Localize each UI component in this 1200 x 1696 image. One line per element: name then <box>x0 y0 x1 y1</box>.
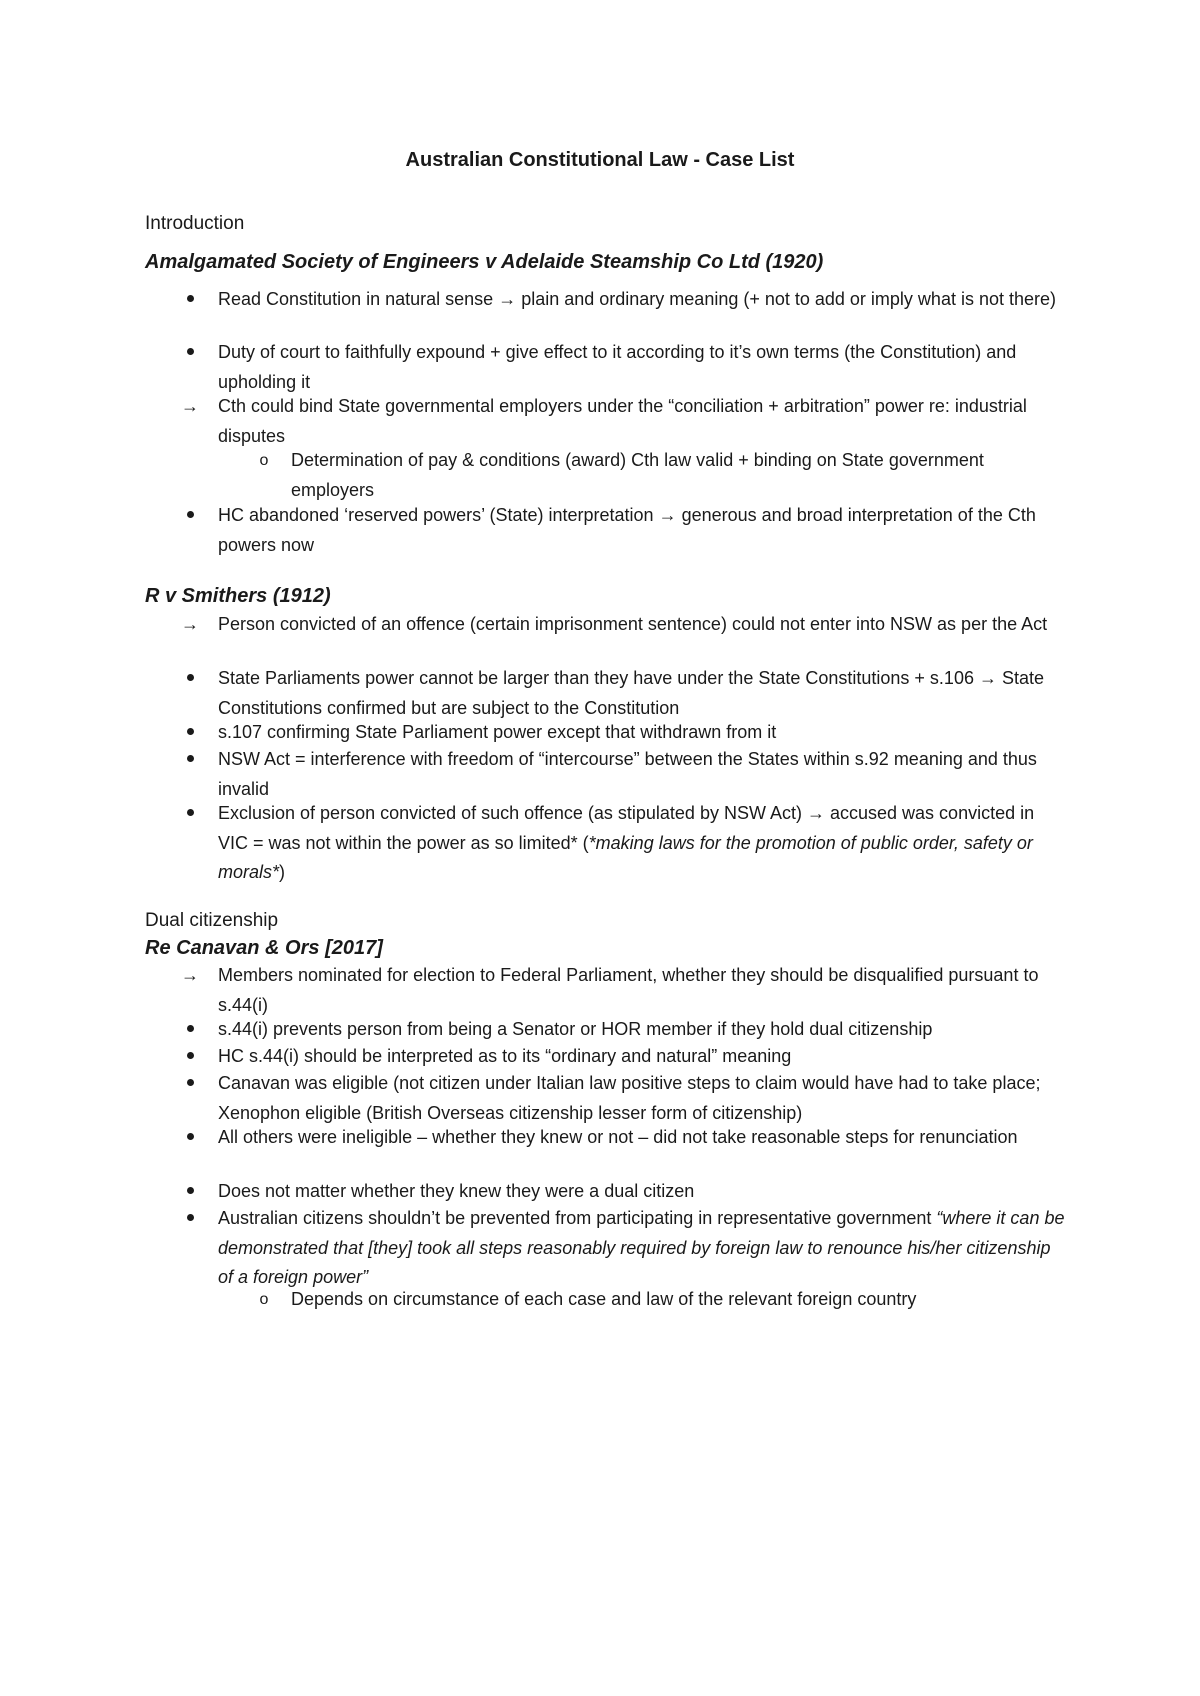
list-item: NSW Act = interference with freedom of “intercourse” between the States within s.92 meaning and thus invalid <box>218 745 1068 804</box>
bullet-icon <box>178 1204 202 1234</box>
case-heading-smithers: R v Smithers (1912) <box>145 585 331 607</box>
list-item: → Person convicted of an offence (certain imprisonment sentence) could not enter into NSW as per the Act <box>218 610 1068 640</box>
bullet-icon <box>178 1069 202 1099</box>
list-item: Exclusion of person convicted of such offence (as stipulated by NSW Act) → accused was convicted in VIC = was not within the power as so limited* (*making laws for the promotion of public order, safety or morals*) <box>218 799 1068 888</box>
case-heading-engineers: Amalgamated Society of Engineers v Adelaide Steamship Co Ltd (1920) <box>145 251 824 273</box>
list-item: Canavan was eligible (not citizen under Italian law positive steps to claim would have had to take place; Xenophon eligible (British Overseas citizenship lesser form of citizenship) <box>218 1069 1068 1128</box>
right-arrow-icon: → <box>978 668 997 688</box>
bullet-icon <box>178 745 202 775</box>
document-title: Australian Constitutional Law - Case List <box>405 149 795 171</box>
bullet-icon <box>178 1042 202 1072</box>
list-subitem: o Depends on circumstance of each case and law of the relevant foreign country <box>291 1285 1068 1315</box>
bullet-icon <box>178 501 202 531</box>
list-item: HC abandoned ‘reserved powers’ (State) interpretation → generous and broad interpretation of the Cth powers now <box>218 501 1068 560</box>
arrow-bullet-icon: → <box>181 614 199 634</box>
right-arrow-icon: → <box>658 505 677 525</box>
bullet-icon <box>178 1015 202 1045</box>
list-item: State Parliaments power cannot be larger than they have under the State Constitutions + s.106 → State Constitutions confirmed but are subject to the Constitution <box>218 664 1068 723</box>
arrow-bullet-icon: → <box>181 396 199 416</box>
list-item: HC s.44(i) should be interpreted as to its “ordinary and natural” meaning <box>218 1042 1068 1072</box>
list-item: → Cth could bind State governmental employers under the “conciliation + arbitration” power re: industrial disputes <box>218 392 1068 451</box>
list-item: → Members nominated for election to Federal Parliament, whether they should be disqualified pursuant to s.44(i) <box>218 961 1068 1020</box>
case-heading-canavan: Re Canavan & Ors [2017] <box>145 937 383 959</box>
list-item: All others were ineligible – whether they knew or not – did not take reasonable steps for renunciation <box>218 1123 1068 1153</box>
section-label-introduction: Introduction <box>145 213 245 234</box>
bullet-icon <box>178 1177 202 1207</box>
list-item: s.107 confirming State Parliament power except that withdrawn from it <box>218 718 1068 748</box>
bullet-icon <box>178 285 202 315</box>
right-arrow-icon: → <box>806 803 825 823</box>
bullet-icon <box>178 1123 202 1153</box>
arrow-bullet-icon: → <box>181 965 199 985</box>
sub-bullet-icon: o <box>259 452 269 469</box>
list-item: Duty of court to faithfully expound + give effect to it according to it’s own terms (the Constitution) and upholding it <box>218 338 1068 397</box>
bullet-icon <box>178 664 202 694</box>
list-subitem: o Determination of pay & conditions (award) Cth law valid + binding on State government employers <box>291 446 1068 505</box>
bullet-icon <box>178 799 202 829</box>
right-arrow-icon: → <box>498 289 517 309</box>
list-item: s.44(i) prevents person from being a Senator or HOR member if they hold dual citizenship <box>218 1015 1068 1045</box>
list-item: Does not matter whether they knew they were a dual citizen <box>218 1177 1068 1207</box>
bullet-icon <box>178 338 202 368</box>
bullet-icon <box>178 718 202 748</box>
section-label-dual-citizenship: Dual citizenship <box>145 910 279 931</box>
list-item: Australian citizens shouldn’t be prevented from participating in representative government “where it can be demonstrated that [they] took all steps reasonably required by foreign law to renounce his/her citizenship of a foreign power” <box>218 1204 1068 1293</box>
sub-bullet-icon: o <box>259 1291 269 1308</box>
list-item: Read Constitution in natural sense → plain and ordinary meaning (+ not to add or imply what is not there) <box>218 285 1068 315</box>
